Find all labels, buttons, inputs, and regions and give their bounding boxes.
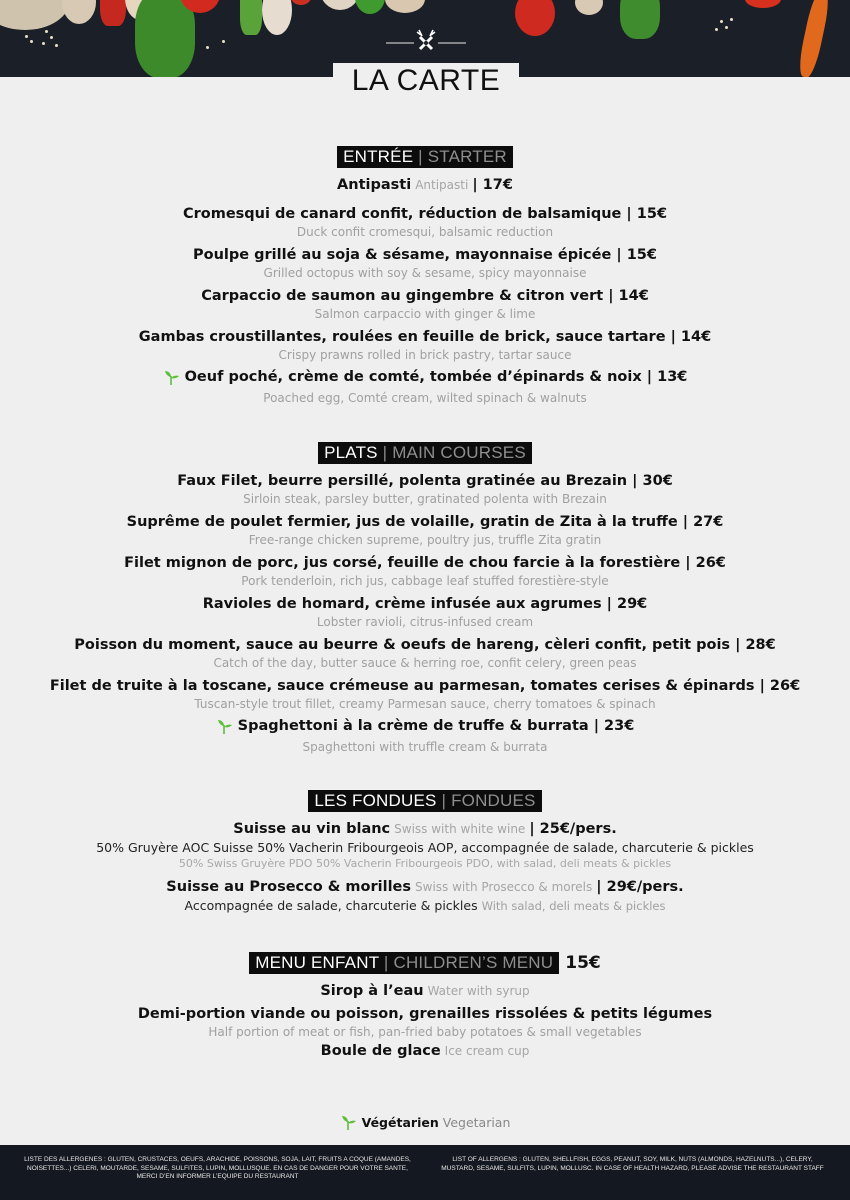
mushroom-decoration xyxy=(62,0,96,24)
legend-label-en: Vegetarian xyxy=(442,1114,511,1130)
tomato-decoration xyxy=(290,0,312,5)
mushroom-decoration xyxy=(385,0,425,13)
parsley-decoration xyxy=(135,0,195,77)
mushroom-decoration xyxy=(262,0,292,35)
section-header-starters: ENTRÉE | STARTER xyxy=(337,146,513,168)
mushroom-decoration xyxy=(0,0,70,30)
pepper-decoration xyxy=(745,0,781,8)
menu-item: Poisson du moment, sauce au beurre & oeufs de hareng, cèleri confit, petit pois | 28€ Catch of the day, butter sauce & herring roe, confit celery, green peas xyxy=(74,637,776,670)
allergens-fr: LISTE DES ALLERGENES : GLUTEN, CRUSTACES, OEUFS, ARACHIDE, POISSONS, SOJA, LAIT, FRUITS A COQUE (AMANDES, NOISETTES...) CELERI, MOUTARDE, SESAME, SULFITES, LUPIN, MOLLUSQUE. EN CAS DE DANGER POUR VOTRE SANTE, MERCI D’EN INFORMER L’EQUIPE DU RESTAURANT xyxy=(24,1156,411,1180)
tomato-decoration xyxy=(515,0,555,36)
parsley-decoration xyxy=(620,0,660,39)
section-fondues xyxy=(0,790,850,917)
menu-item: Ravioles de homard, crème infusée aux agrumes | 29€ Lobster ravioli, citrus-infused cream xyxy=(202,596,648,629)
page-title: LA CARTE xyxy=(351,64,501,97)
menu-item: Carpaccio de saumon au gingembre & citron vert | 14€ Salmon carpaccio with ginger & lime xyxy=(201,288,649,321)
section-mains xyxy=(0,442,850,759)
antler-cutlery-logo-icon xyxy=(386,26,466,52)
carrot-decoration xyxy=(796,0,832,77)
menu-item: Sirop à l’eau Water with syrup xyxy=(320,983,530,999)
menu-item: Filet mignon de porc, jus corsé, feuille de chou farcie à la forestière | 26€ Pork tenderloin, rich jus, cabbage leaf stuffed forestière-style xyxy=(124,555,726,588)
menu-item-vegetarian: Spaghettoni à la crème de truffe & burrata | 23€ Spaghettoni with truffle cream & burrata xyxy=(0,716,850,755)
menu-item: Suprême de poulet fermier, jus de volaille, gratin de Zita à la truffe | 27€ Free-range chicken supreme, poultry jus, truffle Zita gratin xyxy=(126,514,724,547)
menu-item: Cromesqui de canard confit, réduction de balsamique | 15€ Duck confit cromesqui, balsamic reduction xyxy=(182,206,668,239)
pepper-decoration xyxy=(100,0,126,26)
sprout-icon xyxy=(216,717,234,735)
menu-item: Antipasti Antipasti | 17€ xyxy=(337,177,513,193)
vegetarian-legend xyxy=(0,1113,850,1131)
section-starters xyxy=(0,146,850,410)
section-header-fondues: LES FONDUES | FONDUES xyxy=(308,790,541,812)
leaf-decoration xyxy=(355,0,385,14)
menu-item: Suisse au vin blanc Swiss with white wine | 25€/pers. 50% Gruyère AOC Suisse 50% Vacherin Fribourgeois AOP, accompagnée de salade, charcuterie & pickles 50% Swiss Gruyère PDO 50% Vacherin Fribourgeois PDO, with salad, deli meats & pickles xyxy=(96,821,754,870)
section-header-mains: PLATS | MAIN COURSES xyxy=(318,442,532,464)
menu-item-vegetarian: Oeuf poché, crème de comté, tombée d’épinards & noix | 13€ Poached egg, Comté cream, wilted spinach & walnuts xyxy=(0,367,850,406)
sprout-icon xyxy=(340,1113,358,1131)
leaf-decoration xyxy=(240,0,262,35)
sprout-icon xyxy=(163,368,181,386)
legend-label-fr: Végétarien xyxy=(361,1114,439,1130)
menu-item: Faux Filet, beurre persillé, polenta gratinée au Brezain | 30€ Sirloin steak, parsley butter, gratinated polenta with Brezain xyxy=(177,473,673,506)
kids-menu-price: 15€ xyxy=(565,953,601,973)
mushroom-decoration xyxy=(575,0,603,15)
mushroom-decoration xyxy=(320,0,360,10)
menu-item: Gambas croustillantes, roulées en feuille de brick, sauce tartare | 14€ Crispy prawns rolled in brick pastry, tartar sauce xyxy=(138,329,712,362)
menu-item: Boule de glace Ice cream cup xyxy=(320,1043,530,1059)
title-box xyxy=(333,63,519,99)
menu-item: Poulpe grillé au soja & sésame, mayonnaise épicée | 15€ Grilled octopus with soy & sesame, spicy mayonnaise xyxy=(193,247,657,280)
allergens-en: LIST OF ALLERGENS : GLUTEN, SHELLFISH, EGGS, PEANUT, SOY, MILK, NUTS (ALMONDS, HAZELNUTS...), CELERY, MUSTARD, SESAME, SULFITS, LUPIN, MOLLUSC. IN CASE OF HEALTH HAZARD, PLEASE ADVISE THE RESTAURANT STAFF xyxy=(441,1156,824,1172)
menu-item: Demi-portion viande ou poisson, grenailles rissolées & petits légumes Half portion of meat or fish, pan-fried baby potatoes & small vegetables xyxy=(137,1006,713,1039)
menu-item: Filet de truite à la toscane, sauce crémeuse au parmesan, tomates cerises & épinards | 26€ Tuscan-style trout fillet, creamy Parmesan sauce, cherry tomatoes & spinach xyxy=(49,678,801,711)
menu-item: Suisse au Prosecco & morilles Swiss with Prosecco & morels | 29€/pers. Accompagnée de salade, charcuterie & pickles With salad, deli meats & pickles xyxy=(166,879,684,913)
section-header-kids: MENU ENFANT | CHILDREN’S MENU xyxy=(249,952,559,974)
allergen-footer xyxy=(0,1145,850,1200)
section-kids-menu xyxy=(0,952,850,1063)
